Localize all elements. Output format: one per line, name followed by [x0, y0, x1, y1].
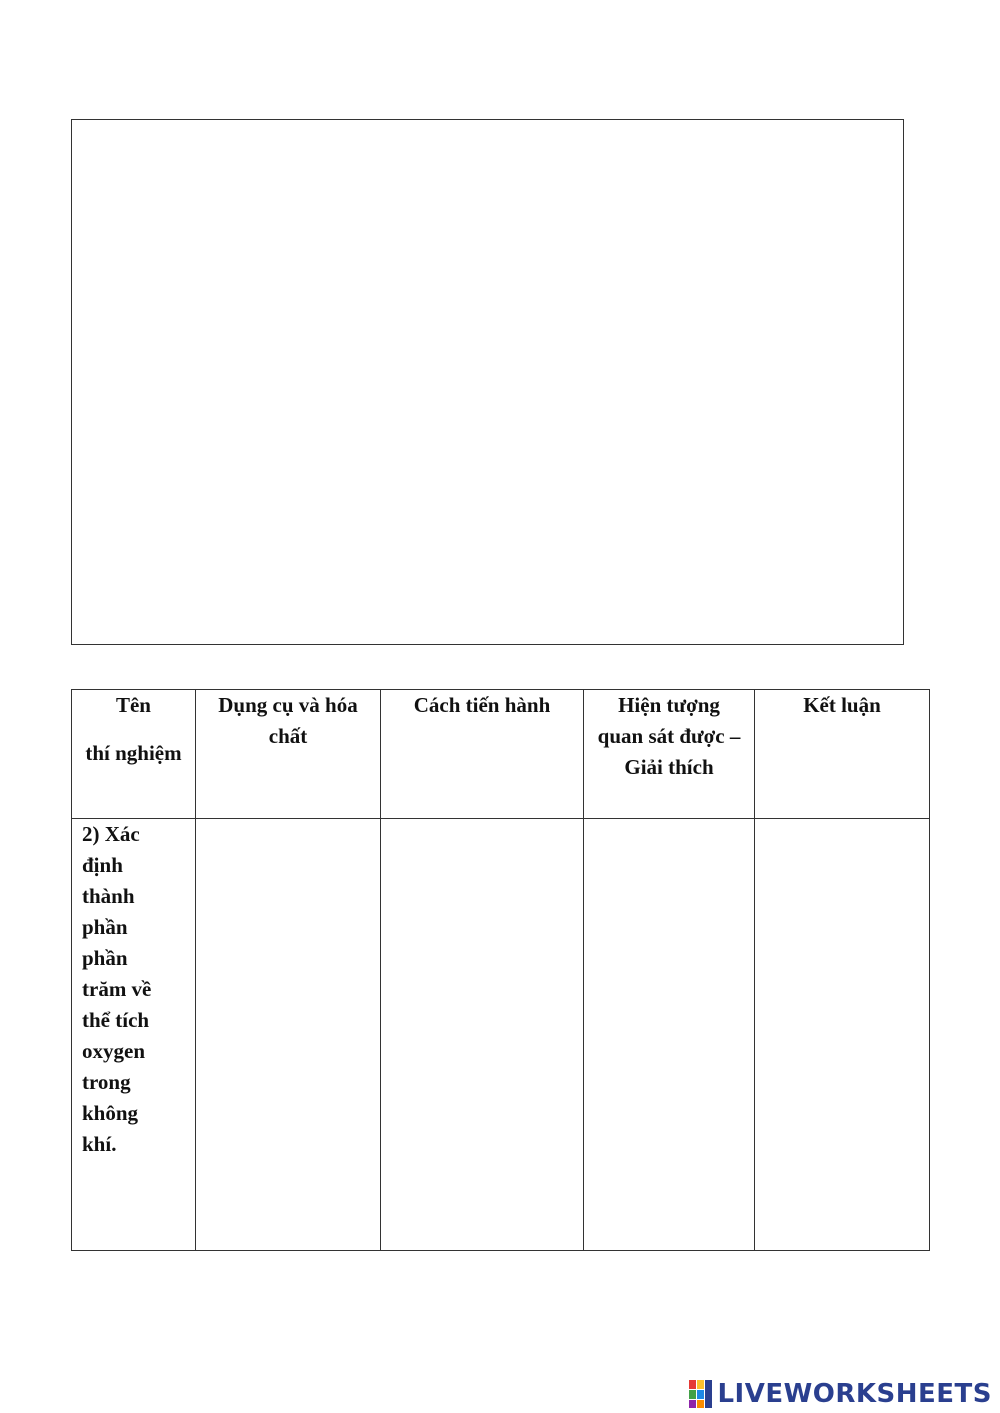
header-label: Cách tiến hành: [413, 693, 551, 717]
image-placeholder-box: [71, 119, 904, 645]
table-row: [72, 819, 930, 1251]
cell-procedure[interactable]: [381, 819, 584, 1251]
header-procedure: [381, 690, 584, 819]
watermark-text: LIVEWORKSHEETS: [717, 1379, 992, 1409]
liveworksheets-watermark: [689, 1379, 992, 1409]
header-label: Kết luận: [803, 693, 881, 717]
header-label: Dụng cụ và hóa chất: [218, 693, 358, 748]
experiment-table: [71, 689, 930, 1251]
cell-conclusion[interactable]: [755, 819, 930, 1251]
cell-observation[interactable]: [584, 819, 755, 1251]
liveworksheets-logo-icon: [689, 1380, 713, 1408]
cell-tools-chemicals[interactable]: [196, 819, 381, 1251]
header-label-cont: thí nghiệm: [85, 741, 182, 765]
cell-experiment-name: [72, 819, 196, 1251]
header-label: Hiện tượng quan sát được – Giải thích: [597, 693, 741, 779]
header-tools-chemicals: [196, 690, 381, 819]
header-experiment-name: [72, 690, 196, 819]
table-header-row: [72, 690, 930, 819]
header-conclusion: [755, 690, 930, 819]
header-observation: [584, 690, 755, 819]
header-label: Tên: [115, 693, 151, 717]
experiment-name-text: 2) Xác định thành phần phần trăm về thể tích oxygen trong không khí.: [82, 822, 152, 1156]
